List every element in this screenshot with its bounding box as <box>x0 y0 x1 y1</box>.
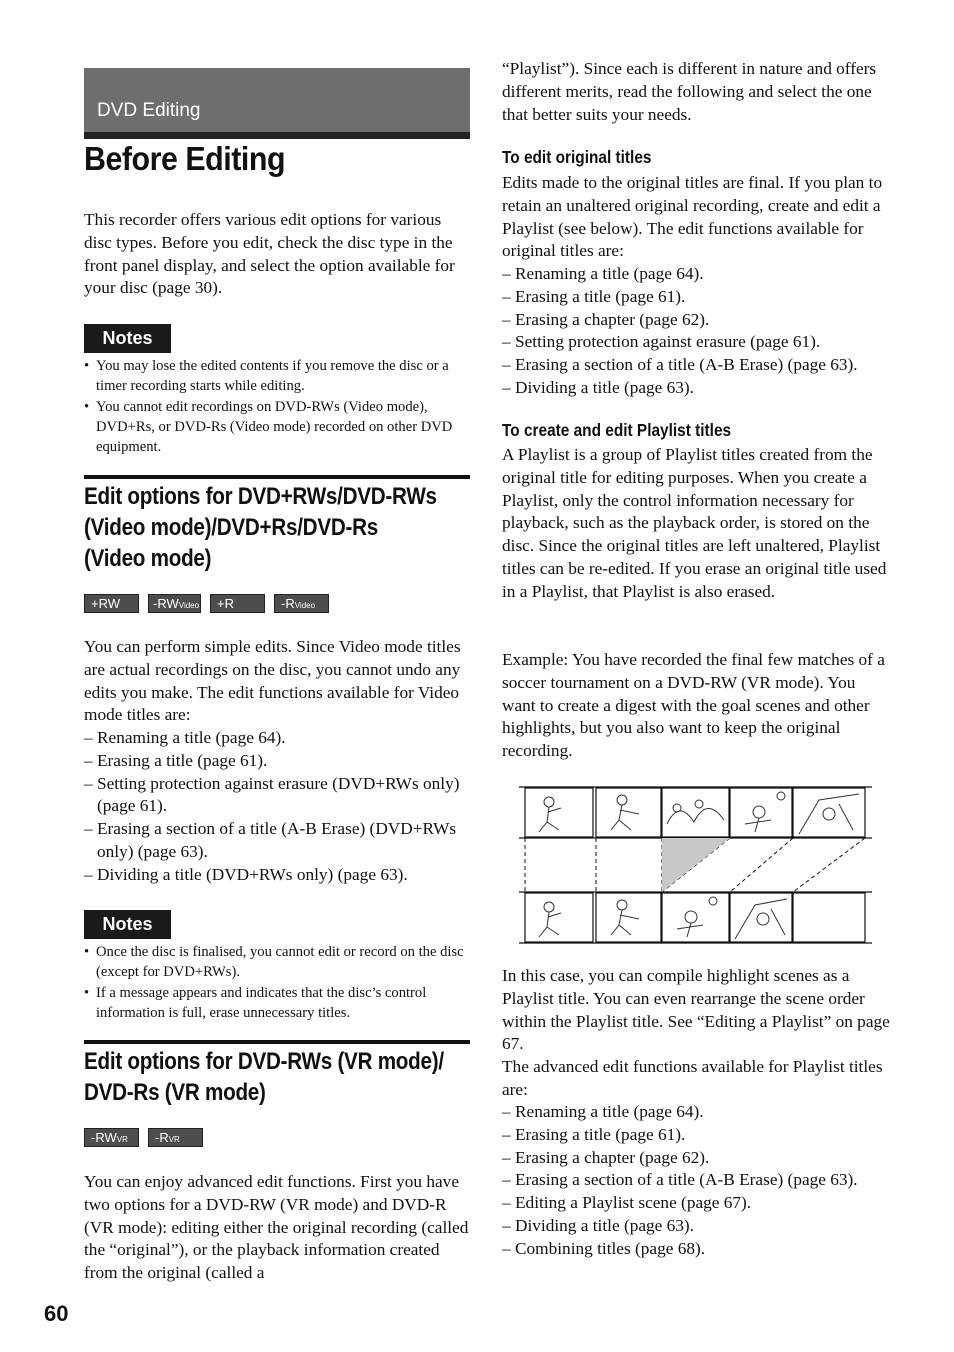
playlist-functions <box>502 1101 892 1261</box>
heading-line: Edit options for DVD+RWs/DVD-RWs <box>84 483 437 510</box>
page-number: 60 <box>44 1301 69 1326</box>
video-mode-functions <box>84 727 470 887</box>
section-title: DVD Editing <box>97 100 201 121</box>
disc-badge: -R VR <box>148 1128 203 1147</box>
notes-list-2 <box>84 942 470 1023</box>
notes-label: Notes <box>84 910 171 939</box>
function-item: – Erasing a chapter (page 62). <box>502 309 892 332</box>
disc-badge: -RW VR <box>84 1128 139 1147</box>
function-item: – Erasing a section of a title (A-B Erase) (page 63). <box>502 354 892 377</box>
vr-mode-heading <box>84 1046 445 1108</box>
function-item: – Dividing a title (DVD+RWs only) (page 63). <box>84 864 470 887</box>
function-item: – Erasing a title (page 61). <box>502 286 892 309</box>
heading-line: DVD-Rs (VR mode) <box>84 1079 266 1106</box>
function-item: – Renaming a title (page 64). <box>502 263 892 286</box>
heading-line: Edit options for DVD-RWs (VR mode)/ <box>84 1048 444 1075</box>
note-item: • Once the disc is finalised, you cannot edit or record on the disc (except for DVD+RWs). <box>84 942 470 983</box>
right-intro-paragraph: “Playlist”). Since each is different in nature and offers different merits, read the following and select the one that better suits your needs. <box>502 59 877 124</box>
note-item: • If a message appears and indicates that the disc’s control information is full, erase unnecessary titles. <box>84 983 470 1024</box>
function-item: – Dividing a title (page 63). <box>502 377 892 400</box>
function-item: – Erasing a section of a title (A-B Erase) (page 63). <box>502 1169 892 1192</box>
disc-badges-video <box>84 594 329 613</box>
function-item: – Renaming a title (page 64). <box>502 1101 892 1124</box>
playlist-after: In this case, you can compile highlight scenes as a Playlist title. You can even rearrange the scene order within the Playlist title. See “Editing a Playlist” on page 67. <box>502 966 890 1054</box>
disc-badges-vr <box>84 1128 203 1147</box>
original-titles-body: Edits made to the original titles are final. If you plan to retain an unaltered original recording, create and edit a Playlist (see below). The edit functions available for original titles are: <box>502 173 883 261</box>
disc-badge: +R <box>210 594 265 613</box>
original-titles-heading: To edit original titles <box>502 147 652 167</box>
function-item: – Erasing a title (page 61). <box>502 1124 892 1147</box>
original-functions <box>502 263 892 400</box>
playlist-titles-heading: To create and edit Playlist titles <box>502 420 732 440</box>
function-item: – Dividing a title (page 63). <box>502 1215 892 1238</box>
function-item: – Setting protection against erasure (DVD+RWs only) (page 61). <box>84 773 470 819</box>
function-item: – Editing a Playlist scene (page 67). <box>502 1192 892 1215</box>
note-item: • You may lose the edited contents if you remove the disc or a timer recording starts while editing. <box>84 356 470 397</box>
disc-badge: -RW Video <box>148 594 201 613</box>
video-mode-body: You can perform simple edits. Since Video mode titles are actual recordings on the disc, you cannot undo any edits you make. The edit functions available for Video mode titles are: <box>84 637 461 725</box>
intro-paragraph: This recorder offers various edit options for various disc types. Before you edit, check the disc type in the front panel display, and select the option available for your disc (page 30). <box>84 210 455 298</box>
heading-rule <box>84 1040 470 1044</box>
video-mode-heading <box>84 481 445 574</box>
notes-label: Notes <box>84 324 171 353</box>
playlist-diagram-illustration <box>519 784 872 946</box>
vr-mode-body: You can enjoy advanced edit functions. First you have two options for a DVD-RW (VR mode) and DVD-R (VR mode): editing either the original recording (called the “original”), or the playback information created from the original (called a <box>84 1172 469 1283</box>
disc-badge: -R Video <box>274 594 329 613</box>
function-item: – Erasing a title (page 61). <box>84 750 470 773</box>
heading-line: (Video mode) <box>84 545 212 572</box>
section-header-bar <box>84 68 470 139</box>
page-title: Before Editing <box>84 140 286 177</box>
function-item: – Renaming a title (page 64). <box>84 727 470 750</box>
playlist-after-2: The advanced edit functions available for Playlist titles are: <box>502 1057 883 1099</box>
notes-list-1 <box>84 356 470 457</box>
note-item: • You cannot edit recordings on DVD-RWs (Video mode), DVD+Rs, or DVD-Rs (Video mode) recorded on other DVD equipment. <box>84 397 470 458</box>
playlist-example: Example: You have recorded the final few matches of a soccer tournament on a DVD-RW (VR mode). You want to create a digest with the goal scenes and other highlights, but you also want to keep the original recording. <box>502 650 885 761</box>
function-item: – Erasing a chapter (page 62). <box>502 1147 892 1170</box>
playlist-body: A Playlist is a group of Playlist titles created from the original title for editing purposes. When you create a Playlist, only the control information necessary for playback, such as the playback order, is stored on the disc. Since the original titles are left unaltered, Playlist titles can be re-edited. If you erase an original title used in a Playlist, that Playlist is also erased. <box>502 445 887 601</box>
heading-rule <box>84 475 470 479</box>
function-item: – Combining titles (page 68). <box>502 1238 892 1261</box>
heading-line: (Video mode)/DVD+Rs/DVD-Rs <box>84 514 378 541</box>
function-item: – Erasing a section of a title (A-B Erase) (DVD+RWs only) (page 63). <box>84 818 470 864</box>
disc-badge: +RW <box>84 594 139 613</box>
function-item: – Setting protection against erasure (page 61). <box>502 331 892 354</box>
